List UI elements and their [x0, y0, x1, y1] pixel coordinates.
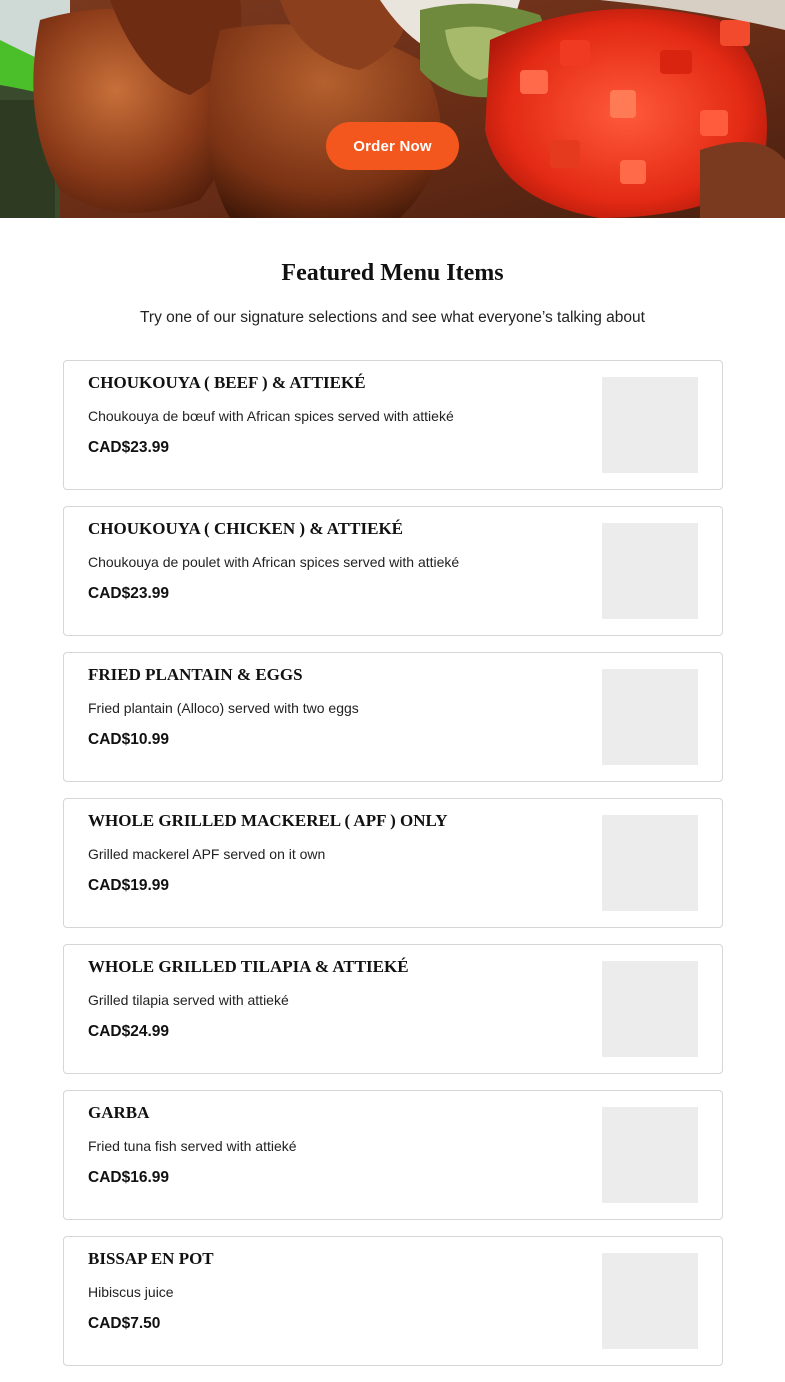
menu-item-name: CHOUKOUYA ( CHICKEN ) & ATTIEKÉ	[88, 519, 404, 538]
menu-item-price: CAD$7.50	[88, 1315, 161, 1332]
menu-item-card[interactable]	[63, 1236, 723, 1366]
menu-item-price: CAD$23.99	[88, 439, 169, 456]
menu-item-name: CHOUKOUYA ( BEEF ) & ATTIEKÉ	[88, 373, 366, 392]
menu-item-name: GARBA	[88, 1103, 150, 1122]
menu-item-image-placeholder	[602, 1107, 698, 1203]
menu-item-description: Fried tuna fish served with attieké	[88, 1138, 297, 1154]
menu-item-price: CAD$24.99	[88, 1023, 169, 1040]
menu-item-description: Hibiscus juice	[88, 1284, 174, 1300]
menu-item-description: Fried plantain (Alloco) served with two eggs	[88, 700, 359, 716]
order-now-button[interactable]: Order Now	[326, 122, 459, 170]
menu-item-description: Grilled tilapia served with attieké	[88, 992, 289, 1008]
menu-item-price: CAD$16.99	[88, 1169, 169, 1186]
hero-food-image	[0, 0, 785, 218]
featured-title: Featured Menu Items	[281, 260, 504, 286]
menu-item-card[interactable]	[63, 506, 723, 636]
menu-item-description: Grilled mackerel APF served on it own	[88, 846, 326, 862]
menu-item-price: CAD$23.99	[88, 585, 169, 602]
menu-item-image-placeholder	[602, 815, 698, 911]
menu-item-name: WHOLE GRILLED MACKEREL ( APF ) ONLY	[88, 811, 448, 830]
menu-item-image-placeholder	[602, 377, 698, 473]
menu-item-name: BISSAP EN POT	[88, 1249, 214, 1268]
menu-item-description: Choukouya de bœuf with African spices served with attieké	[88, 408, 454, 424]
menu-item-card[interactable]	[63, 652, 723, 782]
menu-item-image-placeholder	[602, 961, 698, 1057]
menu-list	[63, 360, 723, 1382]
menu-item-price: CAD$19.99	[88, 877, 169, 894]
hero-banner	[0, 0, 785, 218]
menu-item-card[interactable]	[63, 360, 723, 490]
menu-item-image-placeholder	[602, 1253, 698, 1349]
menu-item-card[interactable]	[63, 944, 723, 1074]
menu-item-image-placeholder	[602, 523, 698, 619]
menu-item-price: CAD$10.99	[88, 731, 169, 748]
menu-item-card[interactable]	[63, 798, 723, 928]
menu-item-description: Choukouya de poulet with African spices served with attieké	[88, 554, 460, 570]
menu-item-card[interactable]	[63, 1090, 723, 1220]
menu-item-name: FRIED PLANTAIN & EGGS	[88, 665, 303, 684]
menu-item-image-placeholder	[602, 669, 698, 765]
featured-subtitle: Try one of our signature selections and see what everyone’s talking about	[140, 309, 645, 326]
menu-item-name: WHOLE GRILLED TILAPIA & ATTIEKÉ	[88, 957, 409, 976]
